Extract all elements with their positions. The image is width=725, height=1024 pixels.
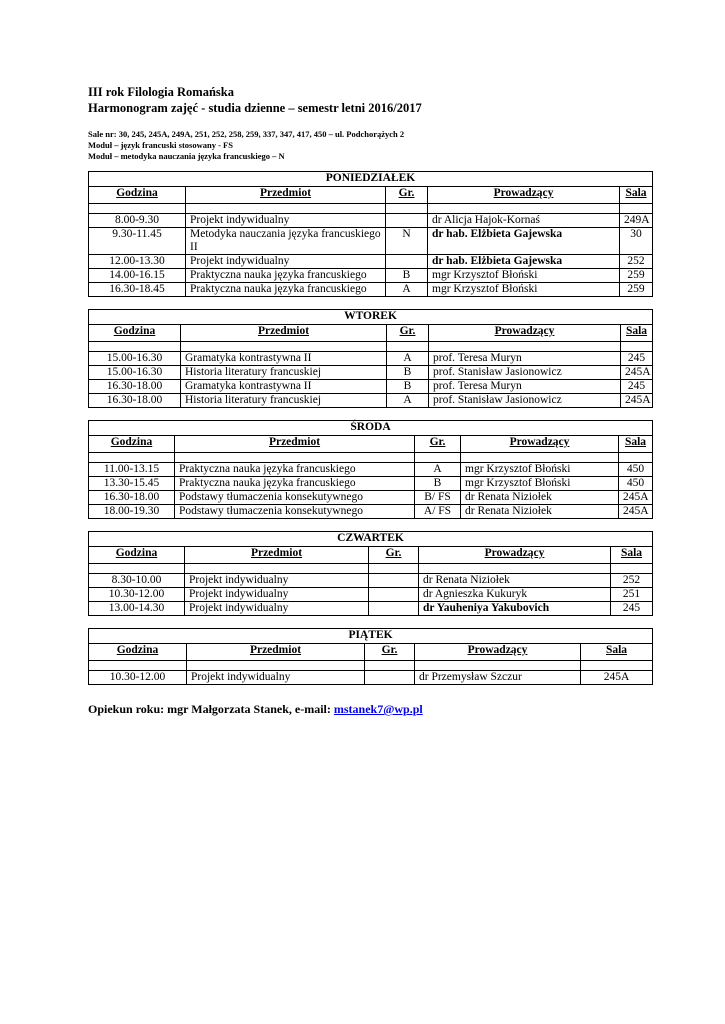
document-page (88, 84, 654, 717)
supervisor-label: Opiekun roku: mgr Małgorzata Stanek, e-mail: (88, 702, 334, 716)
teacher-cell: dr Renata Niziołek (419, 574, 611, 588)
day-name: CZWARTEK (89, 532, 653, 547)
spacer-cell (619, 453, 653, 463)
time-cell: 10.30-12.00 (89, 671, 187, 685)
table-row (89, 491, 653, 505)
teacher-cell: dr Renata Niziołek (461, 491, 619, 505)
subject-cell: Gramatyka kontrastywna II (181, 352, 387, 366)
time-cell: 16.30-18.45 (89, 283, 186, 297)
table-row (89, 602, 653, 616)
header-godzina: Godzina (89, 436, 175, 453)
teacher-cell: dr hab. Elżbieta Gajewska (428, 228, 620, 255)
subject-cell: Podstawy tłumaczenia konsekutywnego (175, 505, 415, 519)
year-supervisor (88, 702, 654, 717)
table-row (89, 352, 653, 366)
header-przedmiot: Przedmiot (175, 436, 415, 453)
spacer-cell (387, 342, 429, 352)
module-fs-line: Moduł – język francuski stosowany - FS (88, 140, 233, 150)
room-cell: 259 (620, 269, 653, 283)
group-cell: B (386, 269, 428, 283)
room-cell: 245A (619, 505, 653, 519)
column-headers (89, 436, 653, 453)
table-row (89, 463, 653, 477)
table-row (89, 380, 653, 394)
teacher-cell: prof. Stanisław Jasionowicz (429, 366, 621, 380)
meta-info (88, 129, 654, 162)
room-cell: 450 (619, 477, 653, 491)
time-cell: 15.00-16.30 (89, 352, 181, 366)
day-table (88, 171, 653, 297)
day-name: PONIEDZIAŁEK (89, 172, 653, 187)
table-row (89, 366, 653, 380)
room-cell: 30 (620, 228, 653, 255)
spacer-cell (186, 204, 386, 214)
table-row (89, 671, 653, 685)
header-gr: Gr. (369, 547, 419, 564)
room-cell: 252 (620, 255, 653, 269)
subject-cell: Projekt indywidualny (185, 574, 369, 588)
column-headers (89, 644, 653, 661)
teacher-cell: dr Renata Niziołek (461, 505, 619, 519)
header-sala: Sala (621, 325, 653, 342)
group-cell: A (387, 394, 429, 408)
time-cell: 16.30-18.00 (89, 380, 181, 394)
time-cell: 9.30-11.45 (89, 228, 186, 255)
group-cell (365, 671, 415, 685)
spacer-cell (89, 661, 187, 671)
time-cell: 16.30-18.00 (89, 394, 181, 408)
time-cell: 13.00-14.30 (89, 602, 185, 616)
group-cell: A (386, 283, 428, 297)
group-cell (369, 574, 419, 588)
header-gr: Gr. (415, 436, 461, 453)
table-row (89, 574, 653, 588)
header-prowadzacy: Prowadzący (428, 187, 620, 204)
subject-cell: Gramatyka kontrastywna II (181, 380, 387, 394)
room-cell: 245 (621, 352, 653, 366)
subject-cell: Metodyka nauczania języka francuskiego II (186, 228, 386, 255)
spacer-cell (369, 564, 419, 574)
room-cell: 450 (619, 463, 653, 477)
rooms-line: Sale nr: 30, 245, 245A, 249A, 251, 252, 258, 259, 337, 347, 417, 450 – ul. Podchorążych 2 (88, 129, 405, 139)
spacer-cell (419, 564, 611, 574)
header-przedmiot: Przedmiot (181, 325, 387, 342)
header-godzina: Godzina (89, 547, 185, 564)
column-headers (89, 547, 653, 564)
header-prowadzacy: Prowadzący (429, 325, 621, 342)
subject-cell: Praktyczna nauka języka francuskiego (175, 463, 415, 477)
subject-cell: Projekt indywidualny (186, 255, 386, 269)
room-cell: 251 (611, 588, 653, 602)
document-subtitle: Harmonogram zajęć - studia dzienne – semestr letni 2016/2017 (88, 101, 422, 115)
table-row (89, 477, 653, 491)
header-przedmiot: Przedmiot (186, 187, 386, 204)
teacher-cell: mgr Krzysztof Błoński (461, 477, 619, 491)
room-cell: 245 (621, 380, 653, 394)
header-przedmiot: Przedmiot (185, 547, 369, 564)
schedule-tables (88, 171, 654, 685)
group-cell (386, 214, 428, 228)
teacher-cell: dr Yauheniya Yakubovich (419, 602, 611, 616)
table-row (89, 269, 653, 283)
day-name: PIĄTEK (89, 629, 653, 644)
teacher-cell: dr Alicja Hajok-Kornaś (428, 214, 620, 228)
day-name: WTOREK (89, 310, 653, 325)
spacer-cell (581, 661, 653, 671)
subject-cell: Praktyczna nauka języka francuskiego (175, 477, 415, 491)
group-cell: B/ FS (415, 491, 461, 505)
time-cell: 14.00-16.15 (89, 269, 186, 283)
spacer-cell (187, 661, 365, 671)
spacer-cell (620, 204, 653, 214)
group-cell (386, 255, 428, 269)
room-cell: 245A (621, 366, 653, 380)
day-name: ŚRODA (89, 421, 653, 436)
teacher-cell: mgr Krzysztof Błoński (428, 283, 620, 297)
subject-cell: Historia literatury francuskiej (181, 394, 387, 408)
time-cell: 16.30-18.00 (89, 491, 175, 505)
teacher-cell: prof. Stanisław Jasionowicz (429, 394, 621, 408)
spacer-cell (89, 453, 175, 463)
column-headers (89, 325, 653, 342)
subject-cell: Projekt indywidualny (185, 588, 369, 602)
spacer-cell (89, 342, 181, 352)
room-cell: 252 (611, 574, 653, 588)
subject-cell: Praktyczna nauka języka francuskiego (186, 269, 386, 283)
header-gr: Gr. (386, 187, 428, 204)
module-n-line: Moduł – metodyka nauczania języka francuskiego – N (88, 151, 285, 161)
group-cell: N (386, 228, 428, 255)
header-sala: Sala (619, 436, 653, 453)
table-row (89, 283, 653, 297)
teacher-cell: prof. Teresa Muryn (429, 352, 621, 366)
spacer-cell (429, 342, 621, 352)
time-cell: 11.00-13.15 (89, 463, 175, 477)
time-cell: 8.30-10.00 (89, 574, 185, 588)
spacer-cell (415, 453, 461, 463)
time-cell: 12.00-13.30 (89, 255, 186, 269)
spacer-cell (611, 564, 653, 574)
spacer-cell (175, 453, 415, 463)
time-cell: 8.00-9.30 (89, 214, 186, 228)
room-cell: 259 (620, 283, 653, 297)
table-row (89, 255, 653, 269)
table-row (89, 214, 653, 228)
header-sala: Sala (620, 187, 653, 204)
spacer-cell (621, 342, 653, 352)
spacer-cell (386, 204, 428, 214)
header-gr: Gr. (387, 325, 429, 342)
day-table (88, 420, 653, 519)
spacer-cell (415, 661, 581, 671)
room-cell: 245 (611, 602, 653, 616)
day-table (88, 309, 653, 408)
subject-cell: Podstawy tłumaczenia konsekutywnego (175, 491, 415, 505)
header-prowadzacy: Prowadzący (415, 644, 581, 661)
subject-cell: Praktyczna nauka języka francuskiego (186, 283, 386, 297)
subject-cell: Projekt indywidualny (185, 602, 369, 616)
header-prowadzacy: Prowadzący (461, 436, 619, 453)
time-cell: 13.30-15.45 (89, 477, 175, 491)
room-cell: 245A (619, 491, 653, 505)
teacher-cell: dr Przemysław Szczur (415, 671, 581, 685)
spacer-cell (428, 204, 620, 214)
group-cell: B (387, 380, 429, 394)
spacer-cell (89, 204, 186, 214)
room-cell: 249A (620, 214, 653, 228)
header-sala: Sala (581, 644, 653, 661)
time-cell: 15.00-16.30 (89, 366, 181, 380)
table-row (89, 228, 653, 255)
header-przedmiot: Przedmiot (187, 644, 365, 661)
header-godzina: Godzina (89, 187, 186, 204)
teacher-cell: mgr Krzysztof Błoński (428, 269, 620, 283)
group-cell: A (387, 352, 429, 366)
room-cell: 245A (621, 394, 653, 408)
table-row (89, 505, 653, 519)
supervisor-email-link[interactable]: mstanek7@wp.pl (333, 702, 423, 716)
group-cell: B (415, 477, 461, 491)
teacher-cell: dr Agnieszka Kukuryk (419, 588, 611, 602)
group-cell (369, 588, 419, 602)
header-gr: Gr. (365, 644, 415, 661)
teacher-cell: dr hab. Elżbieta Gajewska (428, 255, 620, 269)
teacher-cell: mgr Krzysztof Błoński (461, 463, 619, 477)
time-cell: 10.30-12.00 (89, 588, 185, 602)
table-row (89, 588, 653, 602)
header-sala: Sala (611, 547, 653, 564)
room-cell: 245A (581, 671, 653, 685)
time-cell: 18.00-19.30 (89, 505, 175, 519)
group-cell (369, 602, 419, 616)
group-cell: B (387, 366, 429, 380)
spacer-cell (89, 564, 185, 574)
subject-cell: Historia literatury francuskiej (181, 366, 387, 380)
spacer-cell (185, 564, 369, 574)
header-godzina: Godzina (89, 644, 187, 661)
day-table (88, 628, 653, 685)
header-prowadzacy: Prowadzący (419, 547, 611, 564)
table-row (89, 394, 653, 408)
header-godzina: Godzina (89, 325, 181, 342)
subject-cell: Projekt indywidualny (187, 671, 365, 685)
day-table (88, 531, 653, 616)
group-cell: A/ FS (415, 505, 461, 519)
subject-cell: Projekt indywidualny (186, 214, 386, 228)
column-headers (89, 187, 653, 204)
spacer-cell (365, 661, 415, 671)
teacher-cell: prof. Teresa Muryn (429, 380, 621, 394)
spacer-cell (181, 342, 387, 352)
document-title: III rok Filologia Romańska (88, 85, 234, 99)
spacer-cell (461, 453, 619, 463)
group-cell: A (415, 463, 461, 477)
